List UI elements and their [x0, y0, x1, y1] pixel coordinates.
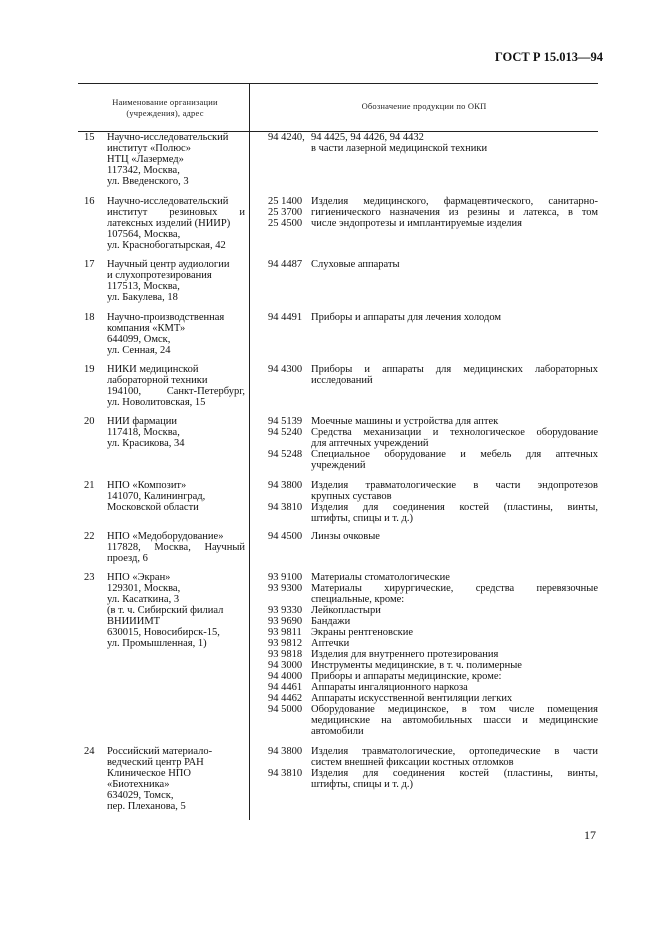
product-cell [268, 312, 598, 323]
row-number: 21 [84, 480, 95, 491]
desc-line: Инструменты медицинские, в т. ч. полимерные [311, 660, 522, 671]
okp-code: 94 4240, [268, 132, 305, 143]
desc-line: Экраны рентгеновские [311, 627, 413, 638]
product-item [268, 671, 598, 682]
product-item [268, 660, 598, 671]
org-line: 630015, Новосибирск-15, [107, 627, 220, 638]
desc-line: Изделия для внутреннего протезирования [311, 649, 499, 660]
org-line: ул. Введенского, 3 [107, 176, 189, 187]
product-item [268, 682, 598, 693]
product-item [268, 638, 598, 649]
org-line: Российский материало- [107, 746, 213, 757]
org-line: латексных изделий (НИИР) [107, 218, 231, 229]
product-item [268, 605, 598, 616]
column-header-line: (учреждения), адрес [126, 108, 204, 118]
desc-line: числе эндопротезы и имплантируемые изделия [311, 218, 522, 229]
row-number: 22 [84, 531, 95, 542]
okp-code: 94 5139 [268, 416, 303, 427]
desc-line: Моечные машины и устройства для аптек [311, 416, 499, 427]
product-item [268, 583, 598, 605]
product-description [311, 768, 598, 790]
desc-line: Приборы и аппараты для медицинских лабораторных [311, 364, 598, 375]
okp-code: 94 3000 [268, 660, 303, 671]
org-line: ул. Промышленная, 1) [107, 638, 207, 649]
okp-code: 93 9811 [268, 627, 302, 638]
okp-code: 93 9330 [268, 605, 303, 616]
okp-code: 94 4462 [268, 693, 303, 704]
product-description [311, 132, 598, 154]
product-cell [268, 531, 598, 542]
desc-line: Материалы стоматологические [311, 572, 450, 583]
document-standard-header: ГОСТ Р 15.013—94 [494, 50, 603, 64]
product-description [311, 572, 598, 583]
product-description [311, 416, 598, 427]
org-line: ВНИИИМТ [107, 616, 161, 627]
desc-line: Средства механизации и технологическое оборудование [311, 427, 598, 438]
okp-code: 25 4500 [268, 218, 303, 229]
product-description [311, 605, 598, 616]
okp-code: 94 4300 [268, 364, 303, 375]
row-number: 18 [84, 312, 95, 323]
okp-code: 94 3810 [268, 768, 303, 779]
table-column-divider [249, 83, 250, 820]
desc-line: Аптечки [311, 638, 350, 649]
okp-code: 94 4500 [268, 531, 303, 542]
table-top-rule [78, 83, 598, 84]
row-number: 20 [84, 416, 95, 427]
row-number: 19 [84, 364, 95, 375]
product-cell [268, 364, 598, 386]
org-line: и слухопротезирования [107, 270, 212, 281]
product-item [268, 218, 598, 229]
desc-line: Слуховые аппараты [311, 259, 400, 270]
desc-line: для аптечных учреждений [311, 438, 429, 449]
row-number: 23 [84, 572, 95, 583]
org-line: ул. Бакулева, 18 [107, 292, 178, 303]
product-item [268, 312, 598, 323]
org-line: 117418, Москва, [107, 427, 180, 438]
desc-line: медицинские на автомобильных шасси и медицинские [311, 715, 598, 726]
desc-line: Оборудование медицинское, в том числе помещения [311, 704, 598, 715]
organization-cell [107, 746, 245, 812]
desc-line: специальные, кроме: [311, 594, 405, 605]
product-cell [268, 416, 598, 471]
product-description [311, 364, 598, 386]
org-line: ул. Краснобогатырская, 42 [107, 240, 226, 251]
org-line: НПО «Экран» [107, 572, 171, 583]
organization-cell [107, 196, 245, 251]
organization-cell [107, 480, 245, 513]
product-item [268, 649, 598, 660]
product-item [268, 704, 598, 737]
org-line: компания «КМТ» [107, 323, 186, 334]
product-item [268, 259, 598, 270]
product-description [311, 427, 598, 449]
org-line: пер. Плеханова, 5 [107, 801, 186, 812]
organization-cell [107, 364, 245, 408]
product-cell [268, 196, 598, 229]
org-line: 117513, Москва, [107, 281, 180, 292]
product-cell [268, 480, 598, 524]
desc-line: крупных суставов [311, 491, 392, 502]
org-line: НПО «Композит» [107, 480, 187, 491]
product-item [268, 627, 598, 638]
product-description [311, 627, 598, 638]
product-description [311, 502, 598, 524]
organization-cell [107, 259, 245, 303]
product-description [311, 207, 598, 218]
product-description [311, 259, 598, 270]
column-header-line: Наименование организации [112, 97, 218, 107]
product-item [268, 572, 598, 583]
okp-code: 94 5000 [268, 704, 303, 715]
org-line: 634029, Томск, [107, 790, 174, 801]
organization-cell [107, 132, 245, 187]
org-line: НТЦ «Лазермед» [107, 154, 184, 165]
product-cell [268, 746, 598, 790]
product-cell [268, 259, 598, 270]
org-line: ул. Красикова, 34 [107, 438, 185, 449]
okp-code: 94 3810 [268, 502, 303, 513]
organization-cell [107, 531, 245, 564]
org-line: «Биотехника» [107, 779, 170, 790]
okp-code: 93 9818 [268, 649, 303, 660]
org-line: 129301, Москва, [107, 583, 181, 594]
product-description [311, 671, 598, 682]
okp-code: 93 9812 [268, 638, 303, 649]
org-line: ул. Новолитовская, 15 [107, 397, 206, 408]
okp-code: 93 9300 [268, 583, 303, 594]
desc-line: Изделия для соединения костей (пластины, винты, [311, 768, 598, 779]
org-line: Московской области [107, 502, 199, 513]
org-line: ул. Касаткина, 3 [107, 594, 180, 605]
desc-line: Изделия травматологические в части эндопротезов [311, 480, 598, 491]
product-description [311, 660, 598, 671]
desc-line: гигиенического назначения из резины и латекса, в том [311, 207, 598, 218]
okp-code: 93 9100 [268, 572, 303, 583]
org-line: Научно-исследовательский [107, 132, 229, 143]
okp-code: 25 1400 [268, 196, 303, 207]
product-description [311, 649, 598, 660]
product-item [268, 502, 598, 524]
product-description [311, 704, 598, 737]
product-cell [268, 572, 598, 737]
product-description [311, 746, 598, 768]
org-line: НИИ фармации [107, 416, 178, 427]
org-line: Научно-производственная [107, 312, 225, 323]
product-item [268, 616, 598, 627]
row-number: 17 [84, 259, 95, 270]
org-line: институт «Полюс» [107, 143, 191, 154]
desc-line: Аппараты искусственной вентиляции легких [311, 693, 513, 704]
product-item [268, 364, 598, 386]
desc-line: 94 4425, 94 4426, 94 4432 [311, 132, 424, 143]
desc-line: Бандажи [311, 616, 351, 627]
okp-code: 94 4000 [268, 671, 303, 682]
org-line: 194100, Санкт-Петербург, [107, 386, 245, 397]
product-item [268, 768, 598, 790]
org-line: ведческий центр РАН [107, 757, 204, 768]
product-item [268, 480, 598, 502]
org-line: 644099, Омск, [107, 334, 171, 345]
desc-line: автомобили [311, 726, 364, 737]
okp-code: 93 9690 [268, 616, 303, 627]
org-line: (в т. ч. Сибирский филиал [107, 605, 224, 616]
desc-line: в части лазерной медицинской техники [311, 143, 488, 154]
okp-code: 94 5240 [268, 427, 303, 438]
row-number: 24 [84, 746, 95, 757]
desc-line: Изделия медицинского, фармацевтического, санитарно- [311, 196, 598, 207]
org-line: 107564, Москва, [107, 229, 181, 240]
okp-code: 94 4491 [268, 312, 303, 323]
okp-code: 94 3800 [268, 480, 303, 491]
page-number: 17 [584, 828, 596, 842]
desc-line: исследований [311, 375, 373, 386]
column-header-organization [85, 97, 245, 119]
desc-line: штифты, спицы и т. д.) [311, 513, 413, 524]
desc-line: Линзы очковые [311, 531, 380, 542]
organization-cell [107, 416, 245, 449]
product-item [268, 531, 598, 542]
org-line: Клиническое НПО [107, 768, 191, 779]
product-description [311, 682, 598, 693]
org-line: ул. Сенная, 24 [107, 345, 171, 356]
org-line: лабораторной техники [107, 375, 208, 386]
desc-line: Приборы и аппараты медицинские, кроме: [311, 671, 502, 682]
desc-line: Аппараты ингаляционного наркоза [311, 682, 468, 693]
product-description [311, 312, 598, 323]
row-number: 15 [84, 132, 95, 143]
org-line: НПО «Медоборудование» [107, 531, 224, 542]
desc-line: Изделия травматологические, ортопедические в части [311, 746, 598, 757]
product-item [268, 449, 598, 471]
desc-line: Приборы и аппараты для лечения холодом [311, 312, 502, 323]
product-description [311, 531, 598, 542]
okp-code: 94 5248 [268, 449, 303, 460]
desc-line: Лейкопластыри [311, 605, 381, 616]
desc-line: систем внешней фиксации костных отломков [311, 757, 514, 768]
org-line: 117342, Москва, [107, 165, 180, 176]
okp-code: 94 3800 [268, 746, 303, 757]
desc-line: штифты, спицы и т. д.) [311, 779, 413, 790]
product-item [268, 746, 598, 768]
okp-code: 94 4461 [268, 682, 303, 693]
org-line: проезд, 6 [107, 553, 148, 564]
product-description [311, 218, 598, 229]
product-item [268, 196, 598, 207]
column-header-product-code: Обозначение продукции по ОКП [361, 101, 487, 111]
organization-cell [107, 572, 245, 649]
desc-line: Материалы хирургические, средства перевязочные [311, 583, 598, 594]
org-line: Научно-исследовательский [107, 196, 229, 207]
product-description [311, 196, 598, 207]
product-item [268, 427, 598, 449]
desc-line: учреждений [311, 460, 366, 471]
org-line: Научный центр аудиологии [107, 259, 230, 270]
organization-cell [107, 312, 245, 356]
desc-line: Изделия для соединения костей (пластины, винты, [311, 502, 598, 513]
org-line: 141070, Калининград, [107, 491, 206, 502]
org-line: НИКИ медицинской [107, 364, 199, 375]
product-description [311, 693, 598, 704]
product-cell [268, 132, 598, 154]
okp-code: 94 4487 [268, 259, 303, 270]
product-description [311, 583, 598, 605]
product-item [268, 693, 598, 704]
product-item [268, 207, 598, 218]
product-description [311, 638, 598, 649]
product-description [311, 480, 598, 502]
row-number: 16 [84, 196, 95, 207]
product-description [311, 616, 598, 627]
product-item [268, 416, 598, 427]
okp-code: 25 3700 [268, 207, 303, 218]
org-line: институт резиновых и [107, 207, 245, 218]
org-line: 117828, Москва, Научный [107, 542, 245, 553]
product-description [311, 449, 598, 471]
desc-line: Специальное оборудование и мебель для аптечных [311, 449, 598, 460]
product-item [268, 132, 598, 154]
